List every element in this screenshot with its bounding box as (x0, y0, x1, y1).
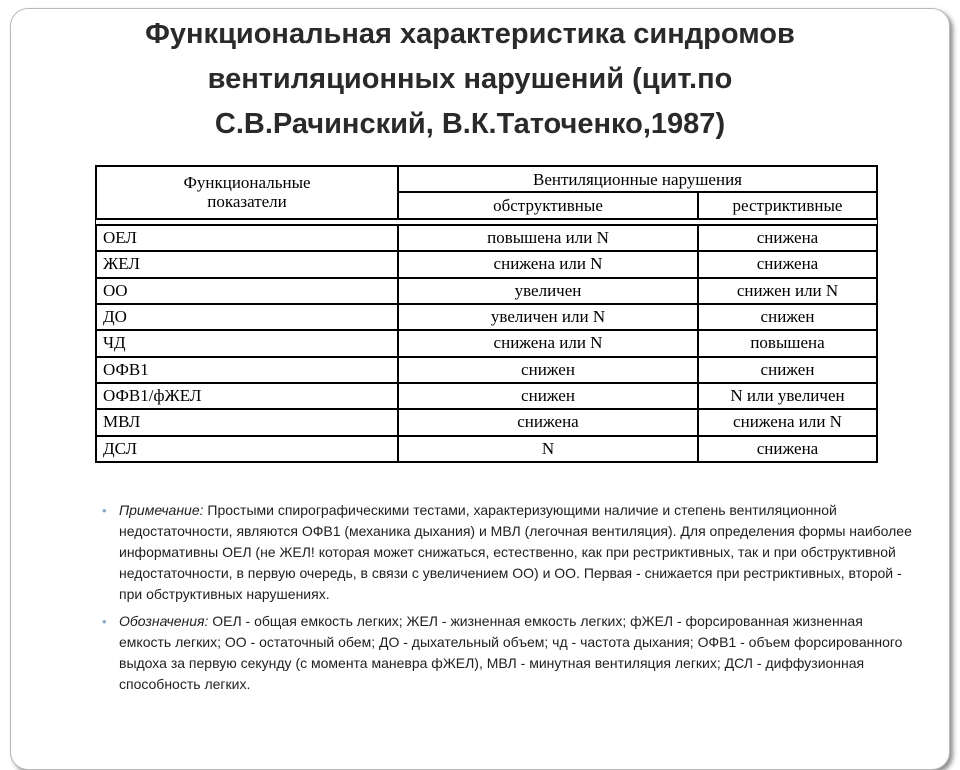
row-restrictive: N или увеличен (698, 383, 877, 409)
title-line-1: Функциональная характеристика синдромов (145, 18, 795, 50)
header-indicator-line-1: Функциональные (183, 173, 311, 193)
ventilation-table (95, 165, 878, 463)
row-obstructive: увеличен (398, 278, 698, 304)
table-row (96, 304, 877, 330)
bullet-icon: • (102, 503, 107, 518)
row-indicator: ДСЛ (96, 436, 398, 462)
title-line-2: вентиляционных нарушений (цит.по (207, 63, 733, 95)
row-indicator: ОЕЛ (96, 225, 398, 251)
table-row (96, 383, 877, 409)
note-label: Примечание: (119, 502, 204, 518)
row-obstructive: снижена или N (398, 330, 698, 356)
header-restrictive: рестриктивные (698, 192, 877, 218)
table-row (96, 357, 877, 383)
row-restrictive: снижена (698, 225, 877, 251)
legend-label: Обозначения: (119, 613, 209, 629)
row-obstructive: снижена (398, 409, 698, 435)
row-restrictive: снижена (698, 436, 877, 462)
table-header-row (96, 166, 877, 192)
table-row (96, 436, 877, 462)
row-indicator: ЖЕЛ (96, 251, 398, 277)
row-restrictive: повышена (698, 330, 877, 356)
table-row (96, 409, 877, 435)
slide-title (20, 12, 920, 147)
row-obstructive: повышена или N (398, 225, 698, 251)
header-group: Вентиляционные нарушения (398, 166, 877, 192)
note-text: Простыми спирографическими тестами, характеризующими наличие и степень вентиляционной недостаточности, являются ОФВ1 (механика дыхания) и МВЛ (легочная вентиляция). Для определения формы наиболее информативны ОЕЛ (не ЖЕЛ! которая может снижаться, естественно, как при рестриктивных, так и при обструктивной недостаточности, в первую очередь, в связи с увеличением ОО) и ОО. Первая - снижается при рестриктивных, второй - при обструктивных нарушениях. (119, 502, 912, 602)
row-restrictive: снижена или N (698, 409, 877, 435)
notes-section (98, 500, 913, 701)
legend-paragraph (98, 611, 913, 695)
row-obstructive: снижен (398, 383, 698, 409)
row-obstructive: N (398, 436, 698, 462)
row-indicator: ЧД (96, 330, 398, 356)
title-line-3: С.В.Рачинский, В.К.Таточенко,1987) (214, 108, 726, 140)
row-obstructive: снижена или N (398, 251, 698, 277)
table-row (96, 278, 877, 304)
row-obstructive: увеличен или N (398, 304, 698, 330)
row-restrictive: снижен или N (698, 278, 877, 304)
table-row (96, 251, 877, 277)
row-indicator: МВЛ (96, 409, 398, 435)
row-indicator: ОФВ1/фЖЕЛ (96, 383, 398, 409)
table-row (96, 330, 877, 356)
header-indicator (96, 166, 398, 219)
row-restrictive: снижена (698, 251, 877, 277)
row-obstructive: снижен (398, 357, 698, 383)
row-indicator: ДО (96, 304, 398, 330)
row-restrictive: снижен (698, 357, 877, 383)
header-obstructive: обструктивные (398, 192, 698, 218)
row-restrictive: снижен (698, 304, 877, 330)
legend-text: ОЕЛ - общая емкость легких; ЖЕЛ - жизненная емкость легких; фЖЕЛ - форсированная жизненная емкость легких; ОО - остаточный обем; ДО - дыхательный объем; чд - частота дыхания; ОФВ1 - объем форсированного выдоха за первую секунду (с момента маневра фЖЕЛ), МВЛ - минутная вентиляция легких; ДСЛ - диффузионная способность легких. (119, 613, 903, 692)
row-indicator: ОФВ1 (96, 357, 398, 383)
bullet-icon: • (102, 614, 107, 629)
row-indicator: ОО (96, 278, 398, 304)
note-paragraph (98, 500, 913, 605)
table-row (96, 225, 877, 251)
header-indicator-line-2: показатели (207, 192, 287, 212)
